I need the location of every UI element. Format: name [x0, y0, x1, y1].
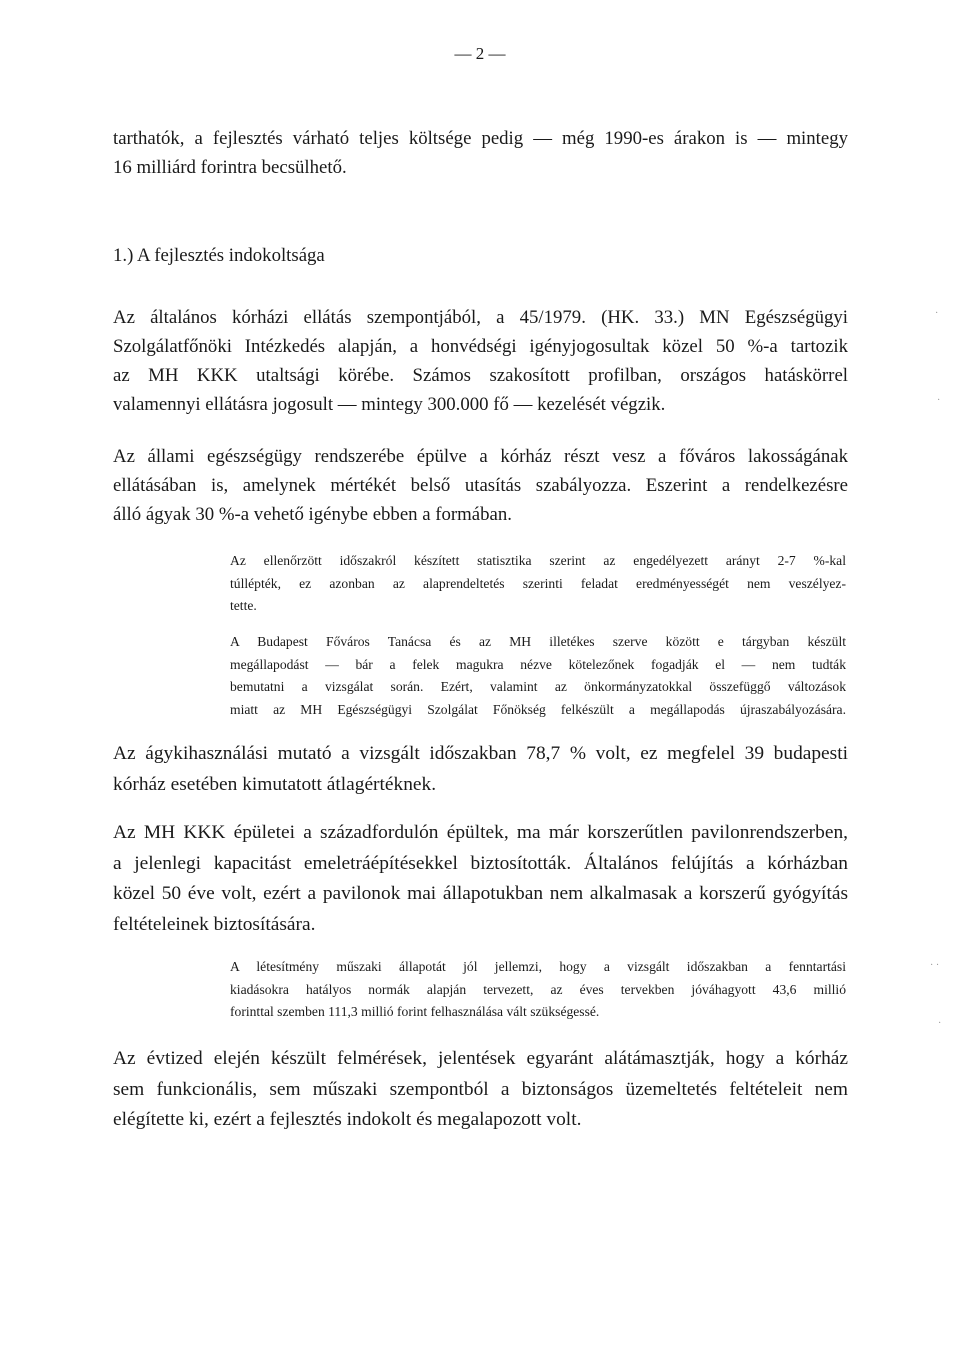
paragraph-care	[113, 303, 848, 419]
text-line: az MH KKK utaltsági körébe. Számos szakosított profilban, országos hatáskörrel	[113, 365, 848, 386]
text-line: feltételeinek biztosítására.	[113, 913, 316, 935]
text-line: Az általános kórházi ellátás szempontjából, a 45/1979. (HK. 33.) MN Egészségügyi	[113, 307, 848, 328]
text-line: elégítette ki, ezért a fejlesztés indokolt és megalapozott volt.	[113, 1109, 582, 1130]
text-line: ellátásában is, amelynek mértékét belső utasítás szabályozza. Eszerint a rendelkezésre	[113, 475, 848, 496]
text-line: kórház esetében kimutatott átlagértéknek.	[113, 773, 437, 795]
paragraph-buildings	[113, 818, 848, 940]
paragraph-surveys	[113, 1044, 848, 1136]
note-statistics	[230, 550, 846, 618]
text-line: megállapodást — bár a felek magukra nézve kötelezőnek fogadják el — nem tudták	[230, 656, 846, 672]
text-line: Az ágykihasználási mutató a vizsgált időszakban 78,7 % volt, ez megfelel 39 budapesti	[113, 743, 848, 764]
page-number: — 2 —	[454, 44, 506, 63]
text-line: közel 50 éve volt, ezért a pavilonok mai állapotukban nem alkalmasak a korszerű gyógyítás	[113, 883, 848, 904]
text-line: forinttal szemben 111,3 millió forint felhasználása vált szükségessé.	[230, 1004, 600, 1019]
text-line: Az MH KKK épületei a századfordulón épültek, ma már korszerűtlen pavilonrendszerben,	[113, 822, 848, 843]
scan-speck: ·	[938, 1018, 942, 1029]
text-line: Szolgálatfőnöki Intézkedés alapján, a honvédségi igényjogosultak közel 50 %-a tartozik	[113, 336, 848, 357]
text-line: sem funkcionális, sem műszaki szempontból a biztonságos üzemeltetés feltételeit nem	[113, 1078, 848, 1100]
text-line: miatt az MH Egészségügyi Szolgálat Főnökség felkészült a megállapodás újraszabályozására.	[230, 701, 846, 717]
text-line: Az évtized elején készült felmérések, jelentések egyaránt alátámasztják, hogy a kórház	[113, 1048, 848, 1069]
scan-speck: · ·	[930, 960, 940, 971]
text-line: valamennyi ellátásra jogosult — mintegy 300.000 fő — kezelését végzik.	[113, 394, 666, 415]
note-maintenance	[230, 956, 846, 1024]
paragraph-bed-usage	[113, 739, 848, 800]
text-line: A létesítmény műszaki állapotát jól jellemzi, hogy a vizsgált időszakban a fenntartási	[230, 959, 846, 974]
text-line: A Budapest Főváros Tanácsa és az MH illetékes szerve között e tárgyban készült	[230, 634, 846, 649]
text-line: kiadásokra hatályos normák alapján tervezett, az éves tervekben jóváhagyott 43,6 millió	[230, 981, 846, 997]
text-line: 16 milliárd forintra becsülhető.	[113, 157, 347, 178]
note-agreement	[230, 631, 846, 721]
text-line: Az állami egészségügy rendszerébe épülve a kórház részt vesz a főváros lakosságának	[113, 446, 848, 467]
section-heading: 1.) A fejlesztés indokoltsága	[113, 245, 325, 266]
text-line: tette.	[230, 598, 257, 613]
paragraph-state-health	[113, 442, 848, 529]
paragraph-intro	[113, 124, 848, 182]
text-line: túllépték, ez azonban az alaprendeltetés szerinti feladat eredményességét nem veszélyez-	[230, 575, 846, 591]
scan-speck: ·	[937, 395, 941, 406]
text-line: tarthatók, a fejlesztés várható teljes költsége pedig — még 1990-es árakon is — mintegy	[113, 128, 848, 149]
text-line: Az ellenőrzött időszakról készített statisztika szerint az engedélyezett arányt 2-7 %-kal	[230, 553, 846, 568]
text-line: a jelenlegi kapacitást emeletráépítésekkel biztosították. Általános felújítás a kórházban	[113, 852, 848, 874]
scan-speck: ·	[935, 308, 939, 319]
text-line: álló ágyak 30 %-a vehető igénybe ebben a formában.	[113, 504, 512, 525]
text-line: bemutatni a vizsgálat során. Ezért, valamint az önkormányzatokkal összefüggő változások	[230, 679, 846, 694]
